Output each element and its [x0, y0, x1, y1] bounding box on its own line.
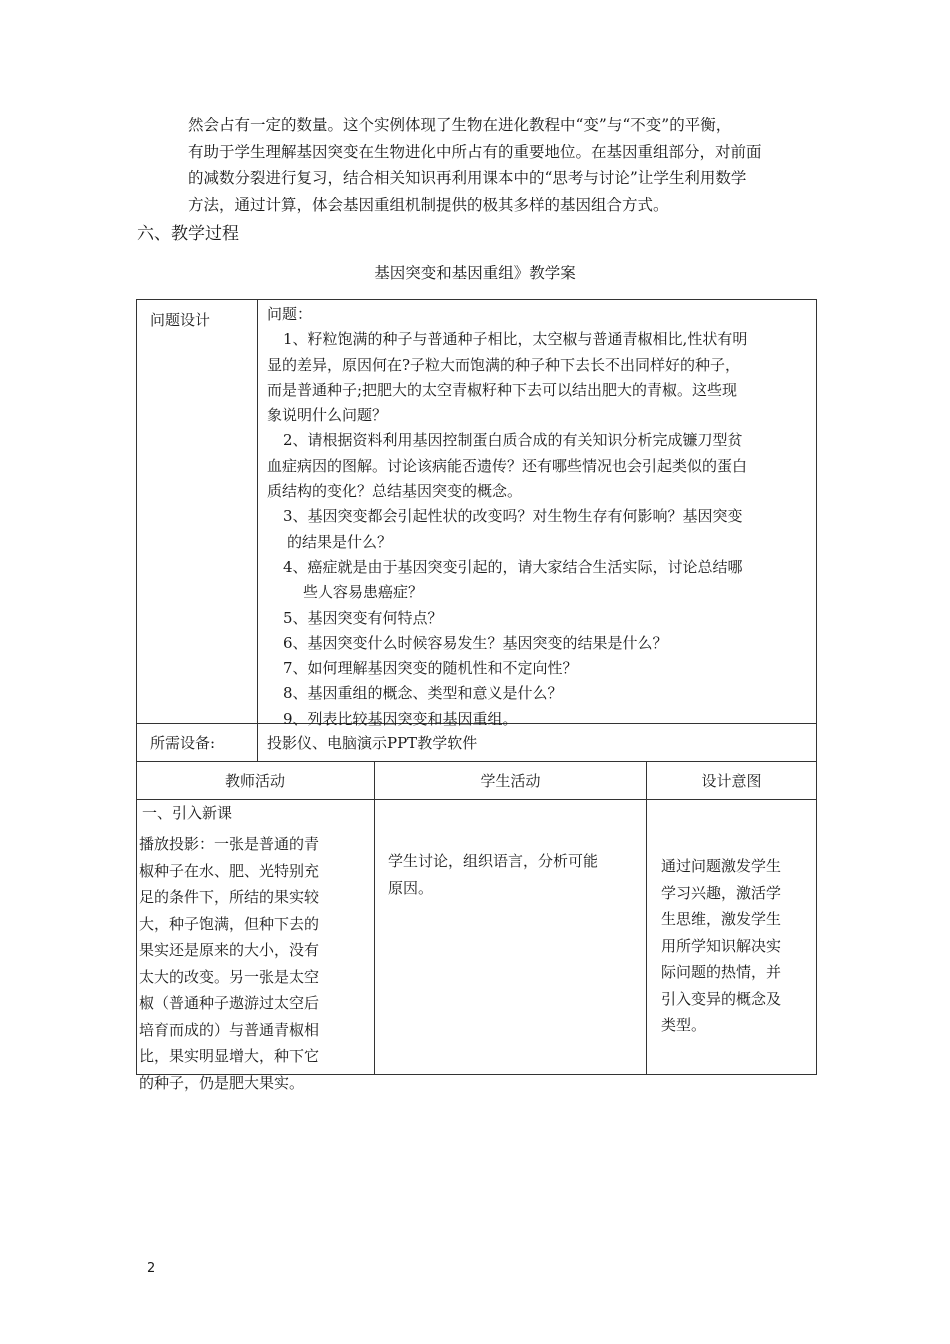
teacher-activity-header: 教师活动: [224, 772, 285, 790]
text-line: 播放投影：一张是普通的青: [139, 835, 320, 853]
text-line: 果实还是原来的大小，没有: [139, 941, 320, 959]
page-number: 2: [147, 1261, 156, 1276]
list-item: 而是普通种子;把肥大的太空青椒籽种下去可以结出肥大的青椒。这些现: [267, 380, 738, 399]
list-item: 7、如何理解基因突变的随机性和不定向性？: [283, 659, 578, 678]
teacher-activity-text: [139, 831, 369, 1092]
text-line: 太大的改变。另一张是太空: [139, 967, 320, 986]
text-line: 际问题的热情，并: [661, 963, 782, 981]
list-item: 1、籽粒饱满的种子与普通种子相比，太空椒与普通青椒相比,性状有明: [283, 330, 748, 349]
text-line: 用所学知识解决实: [661, 936, 782, 955]
list-item: 3、基因突变都会引起性状的改变吗？对生物生存有何影响？基因突变: [283, 507, 743, 526]
list-item: 2、请根据资料利用基因控制蛋白质合成的有关知识分析完成镰刀型贫: [283, 431, 743, 450]
text-line: 的种子，仍是肥大果实。: [139, 1073, 305, 1092]
list-item: 质结构的变化？总结基因突变的概念。: [267, 482, 523, 501]
lesson-plan-table: [136, 299, 817, 1092]
table-border-right: [816, 299, 817, 1075]
intro-line: 的减数分裂进行复习，结合相关知识再利用课本中的“思考与讨论”让学生利用数学: [188, 169, 747, 187]
text-line: 引入变异的概念及: [661, 989, 782, 1008]
text-line: 学习兴趣，激活学: [661, 883, 782, 902]
intro-paragraph: [188, 112, 820, 218]
list-item: 些人容易患癌症？: [303, 583, 424, 602]
list-item: 5、基因突变有何特点？: [283, 608, 443, 627]
text-line: 类型。: [661, 1016, 707, 1034]
text-line: 比，果实明显增大，种下它: [139, 1047, 320, 1065]
text-line: 足的条件下，所结的果实较: [139, 888, 320, 906]
student-activity-header: 学生活动: [480, 772, 541, 790]
design-intent-text: [661, 853, 813, 1039]
section-heading: 六、教学过程: [137, 224, 239, 244]
text-line: 培育而成的）与普通青椒相: [139, 1020, 320, 1039]
table-rule: [136, 761, 817, 762]
list-item: 4、癌症就是由于基因突变引起的，请大家结合生活实际，讨论总结哪: [283, 557, 743, 576]
question-list: [267, 302, 811, 727]
text-line: 原因。: [388, 878, 434, 897]
table-rule: [257, 299, 258, 761]
question-design-label: 问题设计: [150, 311, 211, 329]
student-activity-text: [388, 848, 642, 901]
equipment-label: 所需设备:: [150, 734, 216, 752]
design-intent-header: 设计意图: [701, 772, 762, 790]
table-rule: [136, 799, 817, 800]
equipment-value: 投影仪、电脑演示PPT教学软件: [267, 734, 478, 752]
list-item: 象说明什么问题？: [267, 406, 388, 425]
table-rule: [646, 761, 647, 1075]
list-item: 6、基因突变什么时候容易发生？基因突变的结果是什么？: [283, 633, 668, 652]
list-item: 血症病因的图解。讨论该病能否遗传？还有哪些情况也会引起类似的蛋白: [267, 456, 748, 475]
list-item: 显的差异，原因何在?子粒大而饱满的种子种下去长不出同样好的种子，: [267, 355, 741, 374]
list-item: 9、列表比较基因突变和基因重组。: [283, 709, 518, 728]
table-rule: [374, 761, 375, 1075]
text-line: 通过问题激发学生: [661, 857, 782, 875]
text-line: 生思维，激发学生: [661, 910, 782, 928]
table-title: 基因突变和基因重组》教学案: [374, 264, 576, 282]
text-line: 椒（普通种子遨游过太空后: [139, 994, 320, 1012]
teacher-activity-title: 一、引入新课: [142, 804, 233, 822]
text-line: 椒种子在水、肥、光特别充: [139, 861, 320, 880]
table-border-top: [136, 299, 817, 300]
text-line: 大，种子饱满，但种下去的: [139, 914, 320, 933]
intro-line: 有助于学生理解基因突变在生物进化中所占有的重要地位。在基因重组部分，对前面: [188, 142, 762, 161]
intro-line: 然会占有一定的数量。这个实例体现了生物在进化教程中“变”与“不变”的平衡，: [188, 116, 732, 134]
intro-line: 方法，通过计算，体会基因重组机制提供的极其多样的基因组合方式。: [188, 195, 669, 214]
question-intro: 问题：: [267, 305, 313, 323]
list-item: 8、基因重组的概念、类型和意义是什么？: [283, 684, 563, 703]
text-line: 学生讨论，组织语言，分析可能: [388, 852, 599, 870]
table-border-left: [136, 299, 137, 1075]
list-item: 的结果是什么？: [287, 532, 393, 551]
